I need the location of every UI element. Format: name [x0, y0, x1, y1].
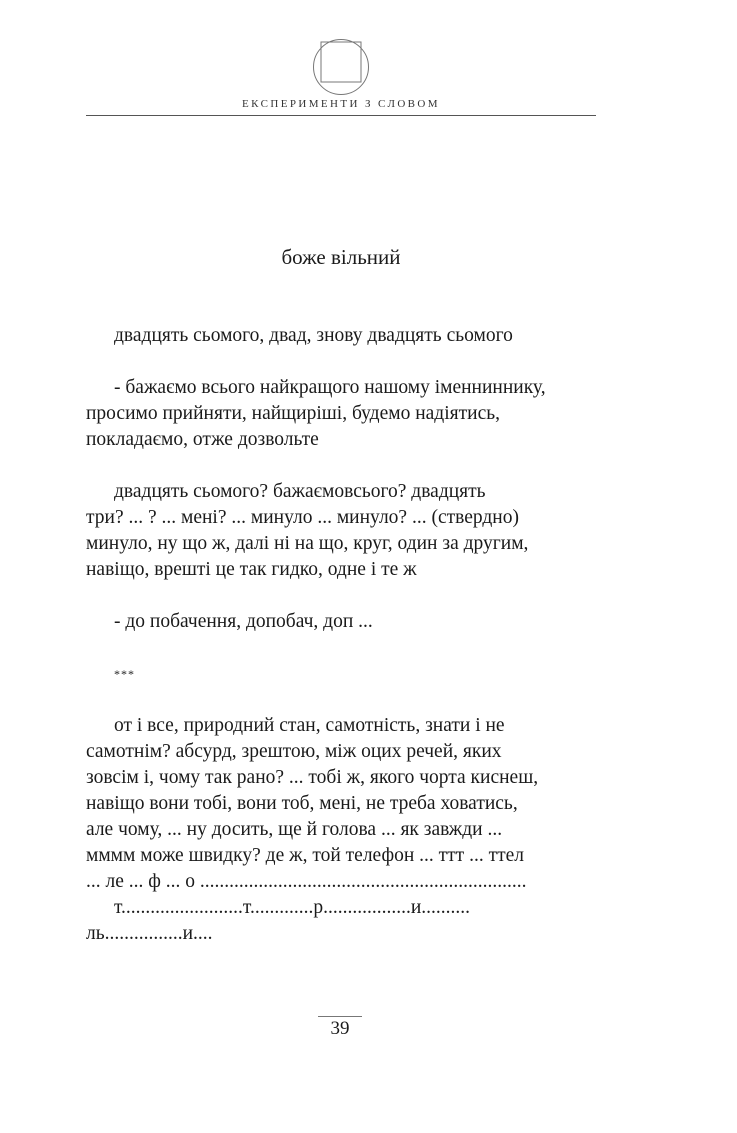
poem-line: навіщо, врешті це так гидко, одне і те ж [86, 559, 417, 580]
stanza-5 [86, 713, 606, 739]
poem-line: але чому, ... ну досить, ще й голова ... як завжди ... [86, 819, 503, 840]
poem-line: минуло, ну що ж, далі ні на що, круг, один за другим, [86, 533, 529, 554]
poem-title: боже вільний [281, 245, 401, 269]
poem-line: навіщо вони тобі, вони тоб, мені, не треба ховатись, [86, 793, 518, 814]
stanza-4 [86, 609, 606, 635]
section-separator: *** [114, 667, 135, 681]
poem-line: - до побачення, допобач, доп ... [114, 611, 373, 632]
poem-final-line-indented [86, 895, 606, 921]
stanza-3 [86, 479, 606, 505]
poem-line: ль................и.... [86, 923, 213, 944]
poem-line: двадцять сьомого, двад, знову двадцять сьомого [114, 325, 513, 346]
poem-line: просимо прийняти, найщиріші, будемо надіятись, [86, 403, 500, 424]
poem-line: мммм може швидку? де ж, той телефон ... ттт ... ттел [86, 845, 525, 866]
poem-line: покладаємо, отже дозвольте [86, 429, 319, 450]
page-number: 39 [318, 1016, 362, 1040]
poem-line: - бажаємо всього найкращого нашому іменниннику, [114, 377, 546, 398]
stanza-2 [86, 375, 606, 401]
poem-line: ... ле ... ф ... о ................................................................... [86, 871, 527, 892]
poem-line: три? ... ? ... мені? ... минуло ... минуло? ... (ствердно) [86, 507, 519, 528]
circle-square-emblem-icon [312, 38, 370, 96]
poem-line: двадцять сьомого? бажаємовсього? двадцять [114, 481, 486, 502]
poem-body [86, 323, 606, 947]
header-divider [86, 115, 596, 116]
poem-line: самотнім? абсурд, зрештою, між оцих речей, яких [86, 741, 502, 762]
running-header-title: ЕКСПЕРИМЕНТИ З СЛОВОМ [242, 98, 440, 110]
stanza-1 [86, 323, 606, 349]
poem-line: т.........................т.............р..................и.......... [114, 897, 471, 918]
poem-line: зовсім і, чому так рано? ... тобі ж, якого чорта киснеш, [86, 767, 539, 788]
poem-line: от і все, природний стан, самотність, знати і не [114, 715, 505, 736]
